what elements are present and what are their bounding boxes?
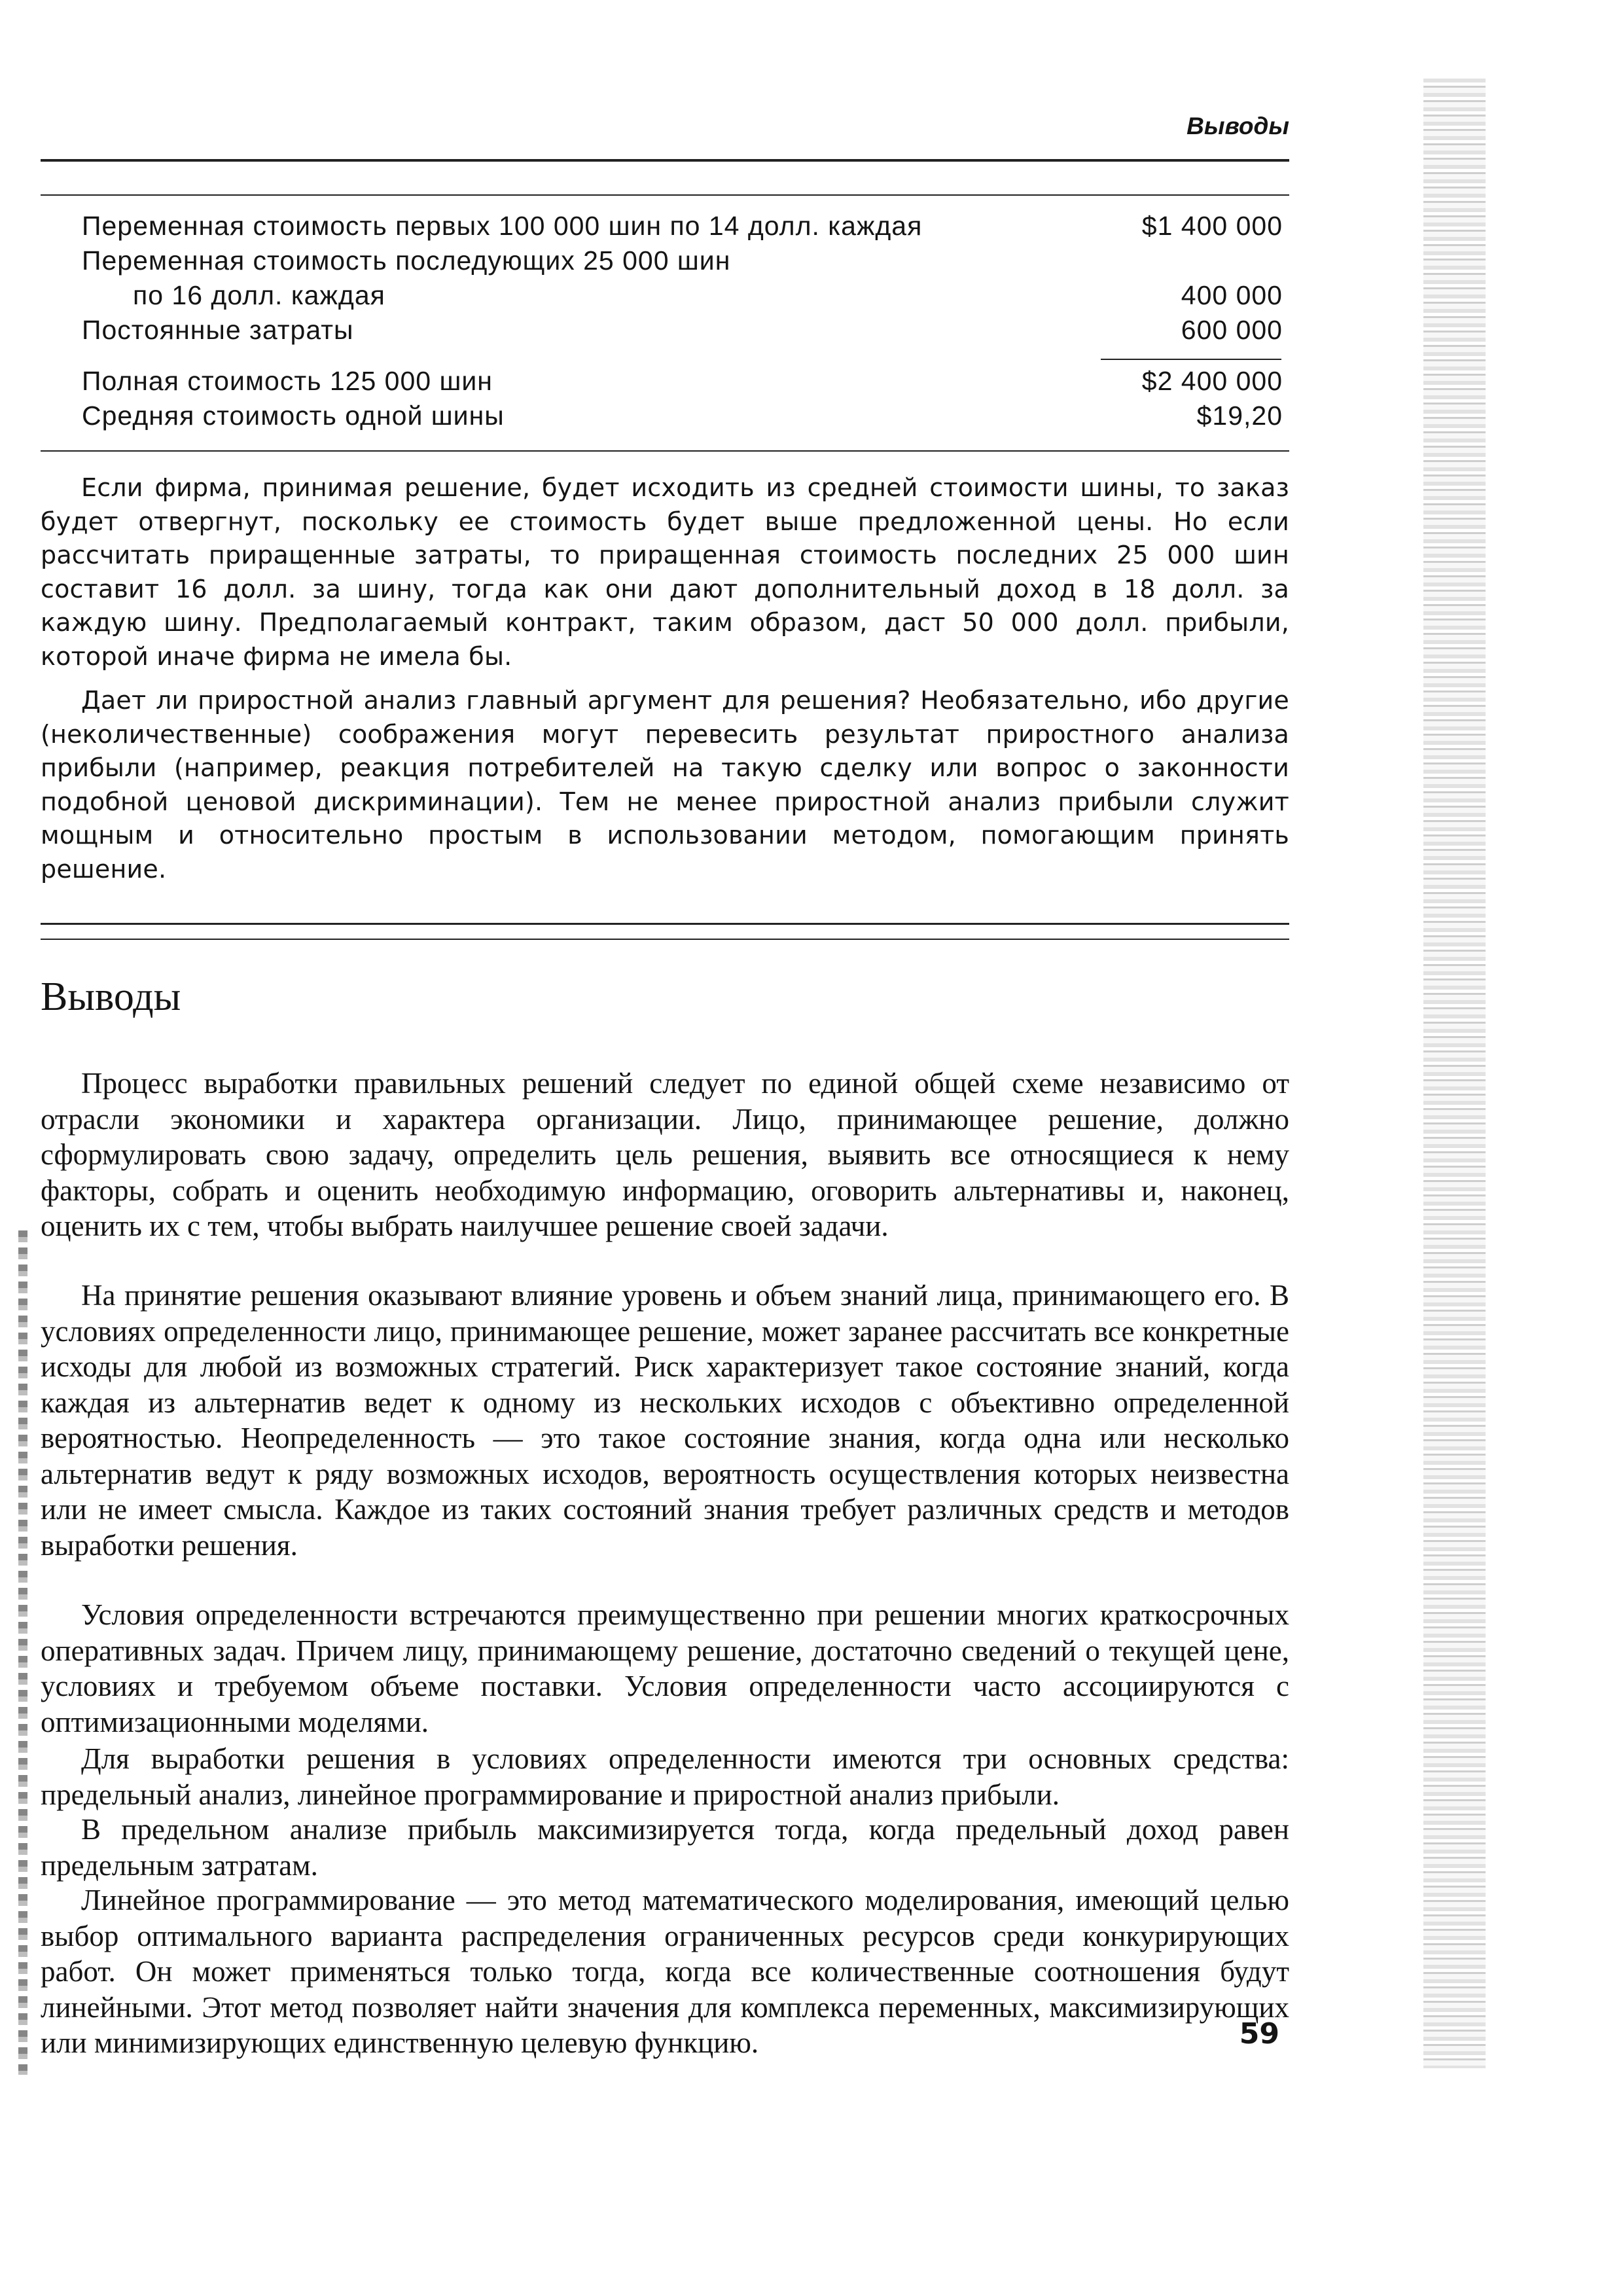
example-paragraph: Дает ли приростной анализ главный аргумент для решения? Необязательно, ибо другие (неколичественные) соображения могут перевесить результат приростного анализа прибыли (например, реакция потребителей на такую сделку или вопрос о законности подобной ценовой дискриминации). Тем не менее приростной анализ прибыли служит мощным и относительно простым в использовании методом, помогающим принять решение. [41,686,1289,884]
body-paragraph: Для выработки решения в условиях определенности имеются три основных средства: предельный анализ, линейное программирование и приростной анализ прибыли. [41,1742,1289,1811]
body-paragraph: Процесс выработки правильных решений следует по единой общей схеме независимо от отрасли экономики и характера организации. Лицо, принимающее решение, должно сформулировать свою задачу, определить цель решения, выявить все относящиеся к нему факторы, собрать и оценить необходимую информацию, оговорить альтернативы и, наконец, оценить их с тем, чтобы выбрать наилучшее решение своей задачи. [41,1067,1289,1242]
row-amount: $2 400 000 [1141,366,1283,396]
table-row [82,363,1283,399]
body-paragraph: В предельном анализе прибыль максимизируется тогда, когда предельный доход равен предельным затратам. [41,1813,1289,1882]
row-label: Полная стоимость 125 000 шин [82,366,493,396]
body-paragraph: Линейное программирование — это метод математического моделирования, имеющий целью выбор оптимального варианта распределения ограниченных ресурсов среди конкурирующих работ. Он может применяться только тогда, когда все количественные соотношения будут линейными. Этот метод позволяет найти значения для комплекса переменных, максимизирующих или минимизирующих единственную целевую функцию. [41,1884,1289,2059]
table-top-rule [41,194,1289,196]
table-row [82,243,1283,278]
scan-edge-shadow [1423,79,1486,2068]
running-head: Выводы [1186,113,1289,139]
row-label: Постоянные затраты [82,315,354,345]
section-rule-bottom [41,939,1289,940]
table-row [82,312,1283,348]
page-number: 59 [1239,2017,1279,2051]
row-amount: $1 400 000 [1141,211,1283,241]
table-row [82,278,1283,313]
row-amount: 600 000 [1181,315,1283,345]
section-title: Выводы [41,975,181,1019]
table-row [82,208,1283,243]
row-label: по 16 долл. каждая [133,280,385,310]
row-label: Переменная стоимость последующих 25 000 шин [82,245,731,276]
example-paragraph: Если фирма, принимая решение, будет исходить из средней стоимости шины, то заказ будет отвергнут, поскольку ее стоимость будет выше предложенной цены. Но если рассчитать приращенные затраты, то приращенная стоимость последних 25 000 шин составит 16 долл. за шину, тогда как они дают дополнительный доход в 18 долл. за каждую шину. Предполагаемый контракт, таким образом, даст 50 000 долл. прибыли, которой иначе фирма не имела бы. [41,473,1289,671]
row-amount: $19,20 [1196,401,1283,431]
body-paragraph: Условия определенности встречаются преимущественно при решении многих краткосрочных оперативных задач. Причем лицу, принимающему решение, достаточно сведений о текущей цене, условиях и требуемом объеме поставки. Условия определенности часто ассоциируются с оптимизационными моделями. [41,1598,1289,1738]
body-paragraph: На принятие решения оказывают влияние уровень и объем знаний лица, принимающего его. В условиях определенности лицо, принимающее решение, может заранее рассчитать все конкретные исходы для любой из возможных стратегий. Риск характеризует такое состояние знаний, когда каждая из альтернатив ведет к одному из нескольких исходов с объективно определенной вероятностью. Неопределенность — это такое состояние знания, когда одна или несколько альтернатив ведут к ряду возможных исходов, вероятность осуществления которых неизвестна или не имеет смысла. Каждое из таких состояний знания требует различных средств и методов выработки решения. [41,1279,1289,1562]
scan-binding-shadow [18,1230,27,2075]
table-row [82,398,1283,433]
row-label: Переменная стоимость первых 100 000 шин по 14 долл. каждая [82,211,923,241]
sum-rule [1101,359,1281,360]
row-label: Средняя стоимость одной шины [82,401,505,431]
header-rule [41,159,1289,162]
section-rule-top [41,923,1289,925]
table-bottom-rule [41,450,1289,452]
row-amount: 400 000 [1181,280,1283,310]
